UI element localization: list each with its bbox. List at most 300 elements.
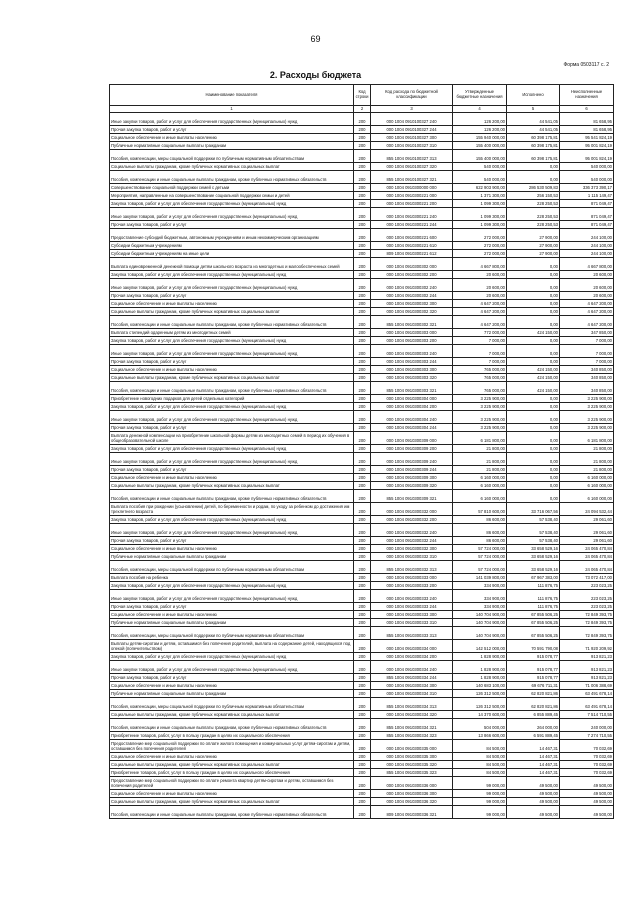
row-unexecuted: 913 821,23 [560, 653, 614, 661]
table-row [110, 345, 614, 358]
row-approved: 57 724 000,00 [453, 561, 507, 574]
row-classification-code: 809 1004 0910300221 612 [371, 250, 453, 258]
row-unexecuted: 49 500,00 [560, 798, 614, 806]
row-name: Приобретение новогодних подарков для детей отдельных категорий [110, 395, 354, 403]
row-name: Прочая закупка товаров, работ и услуг [110, 292, 354, 300]
row-classification-code: 000 1004 0910100327 244 [371, 126, 453, 134]
row-unexecuted: 20 600,00 [560, 271, 614, 279]
row-approved: 86 600,00 [453, 516, 507, 524]
row-line-code: 200 [354, 134, 371, 142]
row-name: Закупка товаров, работ и услуг для обеспечения государственных (муниципальных) нужд [110, 337, 354, 345]
row-name: Пособия, компенсации, меры социальной поддержки по публичным нормативным обязательствам [110, 698, 354, 711]
column-number: 5 [507, 106, 560, 113]
row-executed: 69 676 711,31 [507, 682, 560, 690]
row-line-code: 200 [354, 142, 371, 150]
row-approved: 334 900,00 [453, 582, 507, 590]
row-classification-code: 855 1004 0910100327 313 [371, 150, 453, 163]
row-unexecuted: 7 000,00 [560, 345, 614, 358]
row-line-code: 200 [354, 374, 371, 382]
row-name: Выплата пособия на ребенка [110, 574, 354, 582]
row-name: Социальные выплаты гражданам, кроме публичных нормативных социальных выплат [110, 761, 354, 769]
expenses-table-container [109, 84, 613, 819]
row-classification-code: 000 1004 0910300221 200 [371, 200, 453, 208]
row-executed: 62 820 821,86 [507, 698, 560, 711]
table-row [110, 113, 614, 126]
row-classification-code: 000 1004 0910300334 200 [371, 653, 453, 661]
row-approved: 334 900,00 [453, 603, 507, 611]
row-classification-code: 855 1004 0910300334 321 [371, 719, 453, 732]
table-row [110, 740, 614, 753]
row-executed: 111 876,75 [507, 590, 560, 603]
row-classification-code: 000 1004 0910300335 000 [371, 740, 453, 753]
row-name: Закупка товаров, работ и услуг для обеспечения государственных (муниципальных) нужд [110, 403, 354, 411]
row-approved: 540 000,00 [453, 163, 507, 171]
row-executed: 0,00 [507, 403, 560, 411]
row-approved: 155 940 000,00 [453, 134, 507, 142]
row-name: Закупка товаров, работ и услуг для обеспечения государственных (муниципальных) нужд [110, 200, 354, 208]
row-classification-code: 000 1004 0910300333 240 [371, 590, 453, 603]
row-classification-code: 000 1004 0910300302 240 [371, 279, 453, 292]
row-name: Прочая закупка товаров, работ и услуг [110, 126, 354, 134]
row-line-code: 200 [354, 432, 371, 445]
table-row [110, 395, 614, 403]
row-approved: 84 500,00 [453, 740, 507, 753]
row-name: Приобретение товаров, работ, услуг в пользу граждан в целях их социального обеспечения [110, 769, 354, 777]
row-executed: 62 820 821,86 [507, 690, 560, 698]
row-classification-code: 000 1004 0910300303 200 [371, 337, 453, 345]
row-name: Социальное обеспечение и иные выплаты населению [110, 300, 354, 308]
row-line-code: 200 [354, 574, 371, 582]
row-approved: 13 866 600,00 [453, 732, 507, 740]
row-executed: 49 500,00 [507, 798, 560, 806]
row-classification-code: 000 1004 0910300309 300 [371, 474, 453, 482]
row-executed: 0,00 [507, 432, 560, 445]
row-executed: 0,00 [507, 411, 560, 424]
row-name: Выплата пособия при рождении (усыновлении) детей, по беременности и родам, по уходу за ребенком до достижения им трехлетнего возраста [110, 503, 354, 516]
row-unexecuted: 347 850,00 [560, 329, 614, 337]
row-line-code: 200 [354, 208, 371, 221]
table-row [110, 374, 614, 382]
row-unexecuted: 29 061,60 [560, 516, 614, 524]
row-name: Публичные нормативные социальные выплаты гражданам [110, 553, 354, 561]
row-name: Социальное обеспечение и иные выплаты населению [110, 682, 354, 690]
row-unexecuted: 63 491 678,14 [560, 698, 614, 711]
row-executed: 0,00 [507, 490, 560, 503]
row-line-code: 200 [354, 242, 371, 250]
table-row [110, 445, 614, 453]
row-unexecuted: 871 049,47 [560, 221, 614, 229]
row-executed: 0,00 [507, 445, 560, 453]
row-unexecuted: 6 160 000,00 [560, 490, 614, 503]
row-unexecuted: 340 850,00 [560, 382, 614, 395]
row-approved: 84 500,00 [453, 769, 507, 777]
row-name: Иные закупки товаров, работ и услуг для обеспечения государственных (муниципальных) нужд [110, 411, 354, 424]
row-line-code: 200 [354, 403, 371, 411]
row-approved: 7 000,00 [453, 358, 507, 366]
row-line-code: 200 [354, 627, 371, 640]
table-row [110, 200, 614, 208]
row-line-code: 200 [354, 358, 371, 366]
table-row [110, 553, 614, 561]
row-line-code: 200 [354, 382, 371, 395]
row-unexecuted: 244 100,00 [560, 229, 614, 242]
row-classification-code: 000 1004 0910300304 000 [371, 395, 453, 403]
table-row [110, 619, 614, 627]
row-name: Прочая закупка товаров, работ и услуг [110, 537, 354, 545]
row-line-code: 200 [354, 690, 371, 698]
table-row [110, 627, 614, 640]
row-executed: 6 855 889,45 [507, 711, 560, 719]
row-line-code: 200 [354, 229, 371, 242]
row-unexecuted: 29 061,60 [560, 537, 614, 545]
row-executed: 0,00 [507, 163, 560, 171]
row-unexecuted: 7 000,00 [560, 337, 614, 345]
row-approved: 334 900,00 [453, 590, 507, 603]
row-line-code: 200 [354, 561, 371, 574]
row-line-code: 200 [354, 777, 371, 790]
row-approved: 57 724 000,00 [453, 553, 507, 561]
row-executed: 57 538,40 [507, 524, 560, 537]
row-unexecuted: 72 849 393,75 [560, 619, 614, 627]
row-line-code: 200 [354, 184, 371, 192]
row-approved: 1 828 900,00 [453, 653, 507, 661]
row-classification-code: 000 1004 0910300332 244 [371, 537, 453, 545]
row-line-code: 200 [354, 711, 371, 719]
row-line-code: 200 [354, 474, 371, 482]
row-executed: 33 658 529,16 [507, 545, 560, 553]
row-approved: 20 600,00 [453, 271, 507, 279]
row-classification-code: 000 1004 0910300309 240 [371, 453, 453, 466]
row-unexecuted: 336 373 390,17 [560, 184, 614, 192]
row-unexecuted: 72 849 393,75 [560, 611, 614, 619]
row-name: Предоставление мер социальной поддержки по оплате жилого помещения и коммунальных услуг детям-сиротам и детям, оставшимся без попечения родителей [110, 740, 354, 753]
row-unexecuted: 4 667 800,00 [560, 258, 614, 271]
row-executed: 0,00 [507, 316, 560, 329]
row-approved: 84 500,00 [453, 761, 507, 769]
row-executed: 67 855 506,25 [507, 619, 560, 627]
table-row [110, 490, 614, 503]
row-approved: 3 225 900,00 [453, 403, 507, 411]
row-approved: 1 828 900,00 [453, 661, 507, 674]
table-row [110, 279, 614, 292]
table-row [110, 337, 614, 345]
row-unexecuted: 71 920 209,92 [560, 640, 614, 653]
row-classification-code: 000 1004 0910300332 000 [371, 503, 453, 516]
row-unexecuted: 3 225 900,00 [560, 411, 614, 424]
table-row [110, 769, 614, 777]
row-unexecuted: 244 100,00 [560, 250, 614, 258]
row-name: Иные закупки товаров, работ и услуг для обеспечения государственных (муниципальных) нужд [110, 208, 354, 221]
row-approved: 126 312 500,00 [453, 690, 507, 698]
row-approved: 1 099 300,00 [453, 208, 507, 221]
row-line-code: 200 [354, 271, 371, 279]
row-name: Совершенствование социальной поддержки семей с детьми [110, 184, 354, 192]
row-classification-code: 000 1004 0910300309 200 [371, 445, 453, 453]
row-unexecuted: 540 000,00 [560, 163, 614, 171]
table-header [110, 85, 614, 113]
table-row [110, 603, 614, 611]
row-line-code: 200 [354, 200, 371, 208]
row-name: Публичные нормативные социальные выплаты гражданам [110, 690, 354, 698]
table-row [110, 258, 614, 271]
row-classification-code: 855 1004 0910300334 244 [371, 674, 453, 682]
row-approved: 765 000,00 [453, 366, 507, 374]
row-executed: 915 078,77 [507, 674, 560, 682]
row-line-code: 200 [354, 250, 371, 258]
row-executed: 27 900,00 [507, 242, 560, 250]
row-classification-code: 000 1004 0910300332 300 [371, 545, 453, 553]
row-executed: 0,00 [507, 271, 560, 279]
row-executed: 0,00 [507, 292, 560, 300]
header-executed: Исполнено [507, 85, 560, 106]
row-executed: 228 250,53 [507, 208, 560, 221]
row-unexecuted: 6 160 000,00 [560, 474, 614, 482]
row-name: Закупка товаров, работ и услуг для обеспечения государственных (муниципальных) нужд [110, 516, 354, 524]
row-line-code: 200 [354, 150, 371, 163]
row-name: Социальные выплаты гражданам, кроме публичных нормативных социальных выплат [110, 798, 354, 806]
row-classification-code: 000 1004 0910300221 244 [371, 221, 453, 229]
row-approved: 4 647 200,00 [453, 300, 507, 308]
row-name: Закупка товаров, работ и услуг для обеспечения государственных (муниципальных) нужд [110, 445, 354, 453]
row-line-code: 200 [354, 221, 371, 229]
row-classification-code: 855 1004 0910100327 321 [371, 171, 453, 184]
row-approved: 3 225 900,00 [453, 424, 507, 432]
row-approved: 142 512 000,00 [453, 640, 507, 653]
row-line-code: 200 [354, 337, 371, 345]
row-unexecuted: 70 032,69 [560, 761, 614, 769]
table-row [110, 271, 614, 279]
row-name: Выплата денежной компенсации на приобретение школьной формы детям из многодетных семей в период их обучения в общеобразовательной школе [110, 432, 354, 445]
row-line-code: 200 [354, 674, 371, 682]
row-executed: 6 591 889,45 [507, 732, 560, 740]
row-name: Выплаты детям-сиротам и детям, оставшимся без попечения родителей, выплата на содержание детей, находящихся под опекой (попечительством) [110, 640, 354, 653]
row-name: Субсидии бюджетным учреждениям [110, 242, 354, 250]
table-row [110, 545, 614, 553]
table-row [110, 574, 614, 582]
row-approved: 7 000,00 [453, 345, 507, 358]
row-classification-code: 000 1004 0910300303 000 [371, 329, 453, 337]
row-line-code: 200 [354, 424, 371, 432]
row-line-code: 200 [354, 611, 371, 619]
row-executed: 0,00 [507, 466, 560, 474]
row-classification-code: 000 1004 0910300333 200 [371, 582, 453, 590]
row-executed: 49 500,00 [507, 806, 560, 819]
row-approved: 540 000,00 [453, 171, 507, 184]
column-number: 2 [354, 106, 371, 113]
row-name: Закупка товаров, работ и услуг для обеспечения государственных (муниципальных) нужд [110, 582, 354, 590]
table-row [110, 537, 614, 545]
row-name: Пособия, компенсации, меры социальной поддержки по публичным нормативным обязательствам [110, 150, 354, 163]
row-executed: 14 467,31 [507, 740, 560, 753]
row-classification-code: 000 1004 0910300333 300 [371, 611, 453, 619]
table-row [110, 432, 614, 445]
row-executed: 0,00 [507, 395, 560, 403]
row-line-code: 200 [354, 503, 371, 516]
row-unexecuted: 70 032,69 [560, 740, 614, 753]
row-name: Социальные выплаты гражданам, кроме публичных нормативных социальных выплат [110, 163, 354, 171]
row-classification-code: 000 1004 0910300332 310 [371, 553, 453, 561]
row-unexecuted: 223 023,25 [560, 590, 614, 603]
row-executed: 33 658 529,16 [507, 561, 560, 574]
row-line-code: 200 [354, 682, 371, 690]
row-classification-code: 000 1004 0910300304 200 [371, 403, 453, 411]
row-line-code: 200 [354, 126, 371, 134]
row-classification-code: 000 1004 0910100327 320 [371, 163, 453, 171]
row-executed: 424 150,00 [507, 382, 560, 395]
row-executed: 0,00 [507, 279, 560, 292]
row-unexecuted: 3 225 900,00 [560, 403, 614, 411]
row-line-code: 200 [354, 661, 371, 674]
table-row [110, 524, 614, 537]
row-unexecuted: 70 032,69 [560, 769, 614, 777]
row-name: Пособия, компенсации, меры социальной поддержки по публичным нормативным обязательствам [110, 627, 354, 640]
table-row [110, 590, 614, 603]
header-unexecuted: Неисполненные назначения [560, 85, 614, 106]
row-unexecuted: 49 500,00 [560, 806, 614, 819]
row-executed: 44 541,05 [507, 113, 560, 126]
row-executed: 424 150,00 [507, 374, 560, 382]
row-classification-code: 000 1004 0910300333 000 [371, 574, 453, 582]
row-name: Закупка товаров, работ и услуг для обеспечения государственных (муниципальных) нужд [110, 653, 354, 661]
table-row [110, 403, 614, 411]
row-approved: 20 600,00 [453, 292, 507, 300]
row-line-code: 200 [354, 329, 371, 337]
row-line-code: 200 [354, 411, 371, 424]
row-executed: 60 398 175,81 [507, 142, 560, 150]
row-approved: 3 225 900,00 [453, 395, 507, 403]
row-unexecuted: 95 541 824,19 [560, 134, 614, 142]
row-unexecuted: 29 061,60 [560, 524, 614, 537]
row-unexecuted: 244 100,00 [560, 242, 614, 250]
row-line-code: 200 [354, 300, 371, 308]
row-line-code: 200 [354, 719, 371, 732]
row-approved: 272 000,00 [453, 242, 507, 250]
row-approved: 140 683 100,00 [453, 682, 507, 690]
row-approved: 3 225 900,00 [453, 411, 507, 424]
row-name: Публичные нормативные социальные выплаты гражданам [110, 142, 354, 150]
row-classification-code: 000 1004 0910300333 310 [371, 619, 453, 627]
row-executed: 70 591 790,08 [507, 640, 560, 653]
row-executed: 424 150,00 [507, 329, 560, 337]
row-unexecuted: 20 600,00 [560, 279, 614, 292]
row-approved: 99 000,00 [453, 777, 507, 790]
row-classification-code: 000 1004 0910300334 240 [371, 661, 453, 674]
table-row [110, 453, 614, 466]
row-classification-code: 000 1004 0910300335 300 [371, 753, 453, 761]
page-number: 69 [310, 34, 321, 44]
table-row [110, 411, 614, 424]
column-number: 6 [560, 106, 614, 113]
row-name: Выплата стипендий одаренным детям из многодетных семей [110, 329, 354, 337]
row-unexecuted: 3 225 900,00 [560, 395, 614, 403]
row-name: Социальные выплаты гражданам, кроме публичных нормативных социальных выплат [110, 711, 354, 719]
table-row [110, 474, 614, 482]
table-row [110, 698, 614, 711]
table-row [110, 777, 614, 790]
row-executed: 27 900,00 [507, 229, 560, 242]
table-row [110, 134, 614, 142]
row-name: Социальное обеспечение и иные выплаты населению [110, 134, 354, 142]
row-approved: 140 704 900,00 [453, 627, 507, 640]
row-executed: 0,00 [507, 358, 560, 366]
row-line-code: 200 [354, 524, 371, 537]
row-executed: 0,00 [507, 474, 560, 482]
row-unexecuted: 7 514 710,55 [560, 711, 614, 719]
row-line-code: 200 [354, 698, 371, 711]
row-executed: 33 716 067,56 [507, 503, 560, 516]
row-approved: 14 370 600,00 [453, 711, 507, 719]
row-name: Иные закупки товаров, работ и услуг для обеспечения государственных (муниципальных) нужд [110, 345, 354, 358]
row-executed: 264 000,00 [507, 719, 560, 732]
row-approved: 772 000,00 [453, 329, 507, 337]
row-unexecuted: 3 225 900,00 [560, 424, 614, 432]
row-approved: 765 000,00 [453, 382, 507, 395]
table-row [110, 229, 614, 242]
row-unexecuted: 24 065 470,84 [560, 561, 614, 574]
header-approved: Утвержденные бюджетные назначения [453, 85, 507, 106]
row-executed: 0,00 [507, 337, 560, 345]
row-name: Мероприятия, направленные на совершенствование социальной поддержки семьи и детей [110, 192, 354, 200]
table-row [110, 300, 614, 308]
row-unexecuted: 7 274 710,55 [560, 732, 614, 740]
row-executed: 228 250,53 [507, 200, 560, 208]
row-line-code: 200 [354, 366, 371, 374]
table-row [110, 424, 614, 432]
row-line-code: 200 [354, 171, 371, 184]
row-executed: 67 967 383,00 [507, 574, 560, 582]
table-row [110, 221, 614, 229]
row-unexecuted: 871 049,47 [560, 200, 614, 208]
row-name: Прочая закупка товаров, работ и услуг [110, 221, 354, 229]
row-approved: 99 000,00 [453, 806, 507, 819]
row-classification-code: 855 1004 0910300333 313 [371, 627, 453, 640]
row-name: Пособия, компенсации и иные социальные выплаты гражданам, кроме публичных нормативных обязательств [110, 806, 354, 819]
table-row [110, 661, 614, 674]
row-line-code: 200 [354, 258, 371, 271]
row-classification-code: 855 1004 0910300334 323 [371, 732, 453, 740]
row-classification-code: 000 1004 0910300303 300 [371, 366, 453, 374]
header-classification-code: Код расхода по бюджетной классификации [371, 85, 453, 106]
table-row [110, 503, 614, 516]
row-classification-code: 809 1004 0910300336 321 [371, 806, 453, 819]
row-classification-code: 000 1004 0910300334 300 [371, 682, 453, 690]
row-unexecuted: 540 000,00 [560, 171, 614, 184]
row-approved: 765 000,00 [453, 374, 507, 382]
row-unexecuted: 340 850,00 [560, 374, 614, 382]
row-unexecuted: 24 065 470,84 [560, 545, 614, 553]
table-row [110, 382, 614, 395]
row-executed: 0,00 [507, 258, 560, 271]
row-line-code: 200 [354, 769, 371, 777]
row-line-code: 200 [354, 279, 371, 292]
row-approved: 1 099 300,00 [453, 200, 507, 208]
row-classification-code: 000 1004 0910100327 300 [371, 134, 453, 142]
row-classification-code: 000 1004 0910300221 600 [371, 229, 453, 242]
row-executed: 915 078,77 [507, 653, 560, 661]
row-line-code: 200 [354, 761, 371, 769]
row-unexecuted: 21 800,00 [560, 453, 614, 466]
row-line-code: 200 [354, 582, 371, 590]
row-classification-code: 000 1004 0910300332 200 [371, 516, 453, 524]
row-name: Иные закупки товаров, работ и услуг для обеспечения государственных (муниципальных) нужд [110, 279, 354, 292]
row-executed: 27 900,00 [507, 250, 560, 258]
table-row [110, 150, 614, 163]
row-executed: 0,00 [507, 300, 560, 308]
row-classification-code: 000 1004 0910100327 240 [371, 113, 453, 126]
table-row [110, 711, 614, 719]
row-approved: 21 800,00 [453, 453, 507, 466]
row-unexecuted: 1 115 149,47 [560, 192, 614, 200]
